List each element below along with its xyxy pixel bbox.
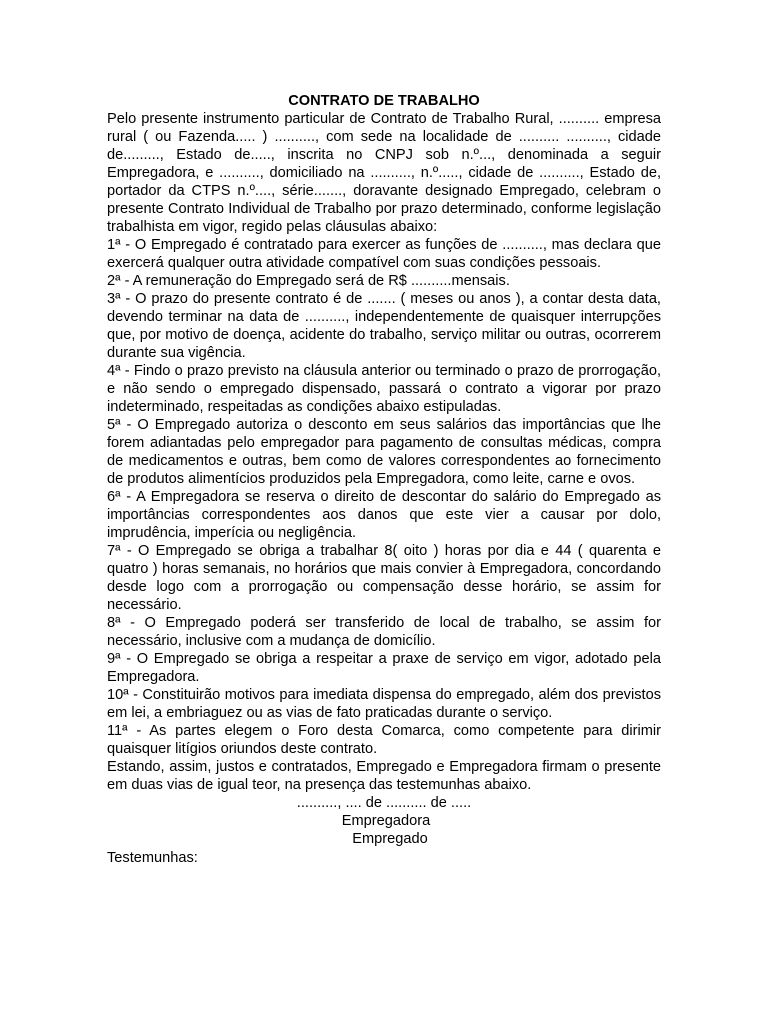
clause-4: 4ª - Findo o prazo previsto na cláusula anterior ou terminado o prazo de prorrogação, e não sendo o empregado dispensado, passará o contrato a vigorar por prazo indeterminado, respeitadas as condições abaixo estipuladas. — [107, 363, 661, 415]
clause-10: 10ª - Constituirão motivos para imediata dispensa do empregado, além dos previstos em lei, a embriaguez ou as vias de fato praticadas durante o serviço. — [107, 687, 661, 721]
intro-paragraph: Pelo presente instrumento particular de Contrato de Trabalho Rural, .......... empresa rural ( ou Fazenda..... ) .........., com sede na localidade de .......... .........., cidade de........., Estado de....., inscrita no CNPJ sob n.º..., denominada a seguir Empregadora, e .........., domiciliado na .........., n.º....., cidade de .........., Estado de, portador da CTPS n.º...., série......., doravante designado Empregado, celebram o presente Contrato Individual de Trabalho por prazo determinado, conforme legislação trabalhista em vigor, regido pelas cláusulas abaixo: — [107, 111, 661, 235]
document-title: CONTRATO DE TRABALHO — [288, 93, 480, 109]
date-line: .........., .... de .......... de ..... — [296, 795, 472, 811]
contract-document — [107, 92, 661, 867]
signature-employer: Empregadora — [341, 813, 431, 829]
signature-employee: Empregado — [352, 831, 428, 847]
clause-3: 3ª - O prazo do presente contrato é de ....... ( meses ou anos ), a contar desta data, devendo terminar na data de .........., independentemente de quaisquer interrupções que, por motivo de doença, acidente do trabalho, serviço militar ou outras, ocorrerem durante sua vigência. — [107, 291, 661, 361]
clause-11: 11ª - As partes elegem o Foro desta Comarca, como competente para dirimir quaisquer litígios oriundos deste contrato. — [107, 723, 661, 757]
witnesses-label: Testemunhas: — [107, 850, 198, 866]
closing-paragraph: Estando, assim, justos e contratados, Empregado e Empregadora firmam o presente em duas vias de igual teor, na presença das testemunhas abaixo. — [107, 759, 661, 793]
clause-1: 1ª - O Empregado é contratado para exercer as funções de .........., mas declara que exercerá qualquer outra atividade compatível com suas condições pessoais. — [107, 237, 661, 271]
clause-7: 7ª - O Empregado se obriga a trabalhar 8( oito ) horas por dia e 44 ( quarenta e quatro ) horas semanais, no horários que mais convier à Empregadora, concordando desde logo com a prorrogação ou compensação desse horário, se assim for necessário. — [107, 543, 661, 613]
clause-2: 2ª - A remuneração do Empregado será de R$ ..........mensais. — [107, 273, 510, 289]
clause-9: 9ª - O Empregado se obriga a respeitar a praxe de serviço em vigor, adotado pela Empregadora. — [107, 651, 661, 685]
clause-5: 5ª - O Empregado autoriza o desconto em seus salários das importâncias que lhe forem adiantadas pelo empregador para pagamento de consultas médicas, compra de medicamentos e outras, bem como de valores correspondentes ao fornecimento de produtos alimentícios produzidos pela Empregadora, como leite, carne e ovos. — [107, 417, 661, 487]
clause-6: 6ª - A Empregadora se reserva o direito de descontar do salário do Empregado as importâncias correspondentes aos danos que este vier a causar por dolo, imprudência, imperícia ou negligência. — [107, 489, 661, 541]
clause-8: 8ª - O Empregado poderá ser transferido de local de trabalho, se assim for necessário, inclusive com a mudança de domicílio. — [107, 615, 661, 649]
